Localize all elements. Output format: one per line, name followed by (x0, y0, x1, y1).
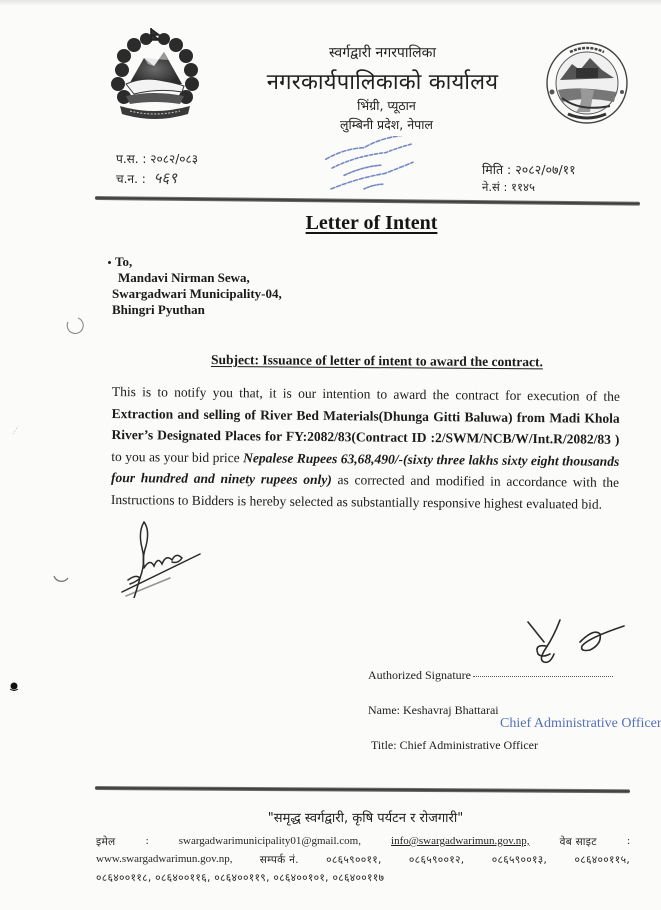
footer-line-2 (96, 853, 630, 867)
recipient-address: Swargadwari Municipality-04, (112, 286, 282, 301)
ink-dot (108, 261, 111, 264)
date-value: २०८२/०७/११ (515, 162, 576, 177)
website-label: वेब साइट (559, 836, 597, 848)
address-line-2: लुम्बिनी प्रदेश, नेपाल (339, 117, 433, 132)
phone-label: सम्पर्क नं. (259, 854, 299, 866)
recipient-name: Mandavi Nirman Sewa, (118, 270, 250, 285)
officer-stamp: Chief Administrative Officer (500, 716, 661, 731)
office-stamp-icon (318, 136, 428, 190)
phone-number: ०८६५९००१३, (491, 854, 548, 866)
header-divider (95, 196, 640, 206)
phone-number: ०८६४००११५, (574, 854, 630, 866)
reference-ns (482, 180, 535, 195)
ps-value: २०८२/०८३ (150, 152, 198, 166)
footer-phone-numbers: ०८६४००११८, ०८६४००११६, ०८६४००११९, ०८६४००१०१, ०८६४००११७ (96, 872, 385, 884)
letter-title: Letter of Intent (305, 212, 438, 234)
authorized-signature-line (368, 668, 613, 683)
reference-ps (116, 150, 198, 167)
signatory-title: Title: Chief Administrative Officer (371, 738, 538, 752)
municipality-name: स्वर्गद्वारी नगरपालिका (328, 45, 437, 61)
recipient-block (112, 254, 282, 318)
reference-date (482, 161, 576, 178)
reference-cn (116, 168, 177, 188)
recipient-location: Bhingri Pyuthan (112, 302, 205, 317)
website-colon: : (626, 835, 630, 847)
body-text-3: as corrected and modified in accordance with the Instructions to Bidders is hereby selected as substantially responsive highest evaluated bid. (110, 472, 620, 512)
body-bid-amount: Nepalese Rupees 63,68,490/-(sixty three lakhs sixty eight thousands four hundred and ninety rupees only) (110, 450, 620, 488)
handwritten-signature-left (110, 518, 210, 598)
email-colon: : (145, 835, 149, 847)
date-label: मिति : (482, 162, 512, 177)
body-text-1: This is to notify you that, it is our intention to award the contract for execution of the (111, 383, 620, 404)
address-line-1: भिंग्री, प्यूठान (357, 98, 416, 113)
office-name: नगरकार्यपालिकाको कार्यालय (266, 70, 499, 95)
email-gmail[interactable]: swargadwarimunicipality01@gmail.com, (178, 835, 361, 847)
to-label: To, (115, 254, 133, 269)
cn-label: च.न. : (116, 172, 146, 186)
phone-number: ०८६५९००११, (326, 854, 382, 866)
ps-label: प.स. : (116, 152, 147, 166)
footer-motto: "समृद्ध स्वर्गद्वारी, कृषि पर्यटन र रोजगारी" (267, 811, 464, 826)
email-label: इमेल (96, 836, 116, 848)
ns-value: ११४५ (511, 180, 535, 194)
footer-line-1 (96, 835, 630, 849)
scan-edge (0, 0, 661, 6)
signature-dotted-line (473, 676, 613, 677)
body-paragraph (111, 381, 620, 515)
signature-label: Authorized Signature (368, 668, 471, 682)
body-contract-description: Extraction and selling of River Bed Materials(Dhunga Gitti Baluwa) from Madi Khola River’s Designated Places for FY:2082/83(Contract ID :2/SWM/NCB/W/Int.R/2082/83 ) (111, 405, 620, 448)
ns-label: ने.सं : (482, 180, 508, 194)
subject-line: Subject: Issuance of letter of intent to award the contract. (210, 352, 543, 370)
signatory-name: Name: Keshavraj Bhattarai (368, 703, 499, 717)
email-official-link[interactable]: info@swargadwarimun.gov.np, (391, 835, 530, 847)
website-link[interactable]: www.swargadwarimun.gov.np, (96, 853, 233, 865)
footer-divider (95, 786, 630, 793)
phone-number: ०८६५९००१२, (408, 854, 465, 866)
cn-value-handwritten: ५६९ (153, 169, 178, 187)
body-text-2: to you as your bid price (111, 448, 244, 466)
handwritten-signature-right (520, 618, 630, 666)
